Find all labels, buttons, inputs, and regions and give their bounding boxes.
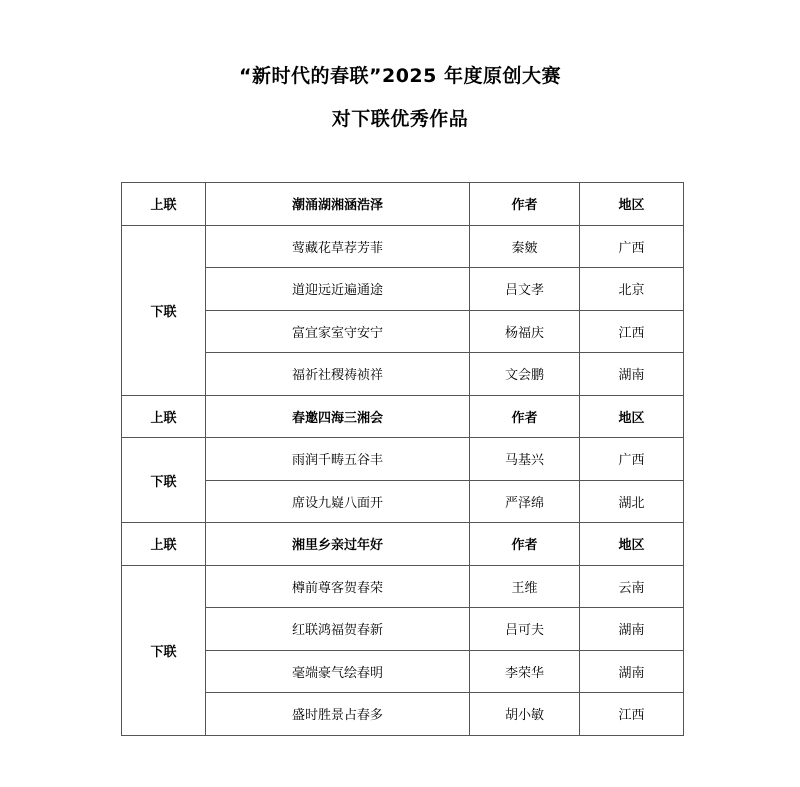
page-title: “新时代的春联”2025 年度原创大赛: [239, 65, 561, 87]
lower-couplet-text: 雨润千畴五谷丰: [206, 438, 470, 481]
upper-couplet-text: 湘里乡亲过年好: [206, 523, 470, 566]
author-name: 胡小敏: [470, 693, 580, 736]
upper-couplet-text: 潮涌湖湘涵浩泽: [206, 183, 470, 226]
works-table: [121, 182, 684, 736]
region-name: 湖南: [580, 608, 684, 651]
lower-couplet-text: 富宜家室守安宁: [206, 310, 470, 353]
table-row: [122, 268, 684, 311]
lower-label: 下联: [122, 438, 206, 523]
author-name: 李荣华: [470, 650, 580, 693]
upper-label: 上联: [122, 523, 206, 566]
author-name: 王维: [470, 565, 580, 608]
lower-couplet-text: 席设九嶷八面开: [206, 480, 470, 523]
lower-couplet-text: 盛时胜景占春多: [206, 693, 470, 736]
region-name: 江西: [580, 693, 684, 736]
region-name: 湖南: [580, 353, 684, 396]
upper-label: 上联: [122, 183, 206, 226]
author-header: 作者: [470, 395, 580, 438]
region-name: 广西: [580, 438, 684, 481]
region-name: 湖南: [580, 650, 684, 693]
lower-label: 下联: [122, 565, 206, 735]
author-name: 文会鹏: [470, 353, 580, 396]
region-header: 地区: [580, 395, 684, 438]
region-name: 北京: [580, 268, 684, 311]
lower-couplet-text: 红联鸿福贺春新: [206, 608, 470, 651]
table-row: [122, 438, 684, 481]
page-subtitle: 对下联优秀作品: [331, 108, 469, 130]
table-row: [122, 225, 684, 268]
table-row: [122, 310, 684, 353]
author-header: 作者: [470, 183, 580, 226]
region-name: 广西: [580, 225, 684, 268]
region-name: 江西: [580, 310, 684, 353]
upper-couplet-text: 春邀四海三湘会: [206, 395, 470, 438]
table-row: [122, 608, 684, 651]
lower-couplet-text: 福祈社稷祷祯祥: [206, 353, 470, 396]
region-name: 湖北: [580, 480, 684, 523]
table-row: [122, 565, 684, 608]
lower-couplet-text: 毫端豪气绘春明: [206, 650, 470, 693]
lower-couplet-text: 樽前尊客贺春荣: [206, 565, 470, 608]
upper-label: 上联: [122, 395, 206, 438]
author-name: 吕文孝: [470, 268, 580, 311]
lower-couplet-text: 道迎远近遍通途: [206, 268, 470, 311]
upper-couplet-row: [122, 395, 684, 438]
lower-label: 下联: [122, 225, 206, 395]
region-header: 地区: [580, 183, 684, 226]
author-header: 作者: [470, 523, 580, 566]
author-name: 杨福庆: [470, 310, 580, 353]
author-name: 秦皴: [470, 225, 580, 268]
author-name: 严泽绵: [470, 480, 580, 523]
upper-couplet-row: [122, 183, 684, 226]
author-name: 马基兴: [470, 438, 580, 481]
author-name: 吕可夫: [470, 608, 580, 651]
table-row: [122, 353, 684, 396]
region-header: 地区: [580, 523, 684, 566]
table-row: [122, 480, 684, 523]
region-name: 云南: [580, 565, 684, 608]
lower-couplet-text: 莺藏花草荐芳菲: [206, 225, 470, 268]
upper-couplet-row: [122, 523, 684, 566]
table-row: [122, 693, 684, 736]
table-row: [122, 650, 684, 693]
